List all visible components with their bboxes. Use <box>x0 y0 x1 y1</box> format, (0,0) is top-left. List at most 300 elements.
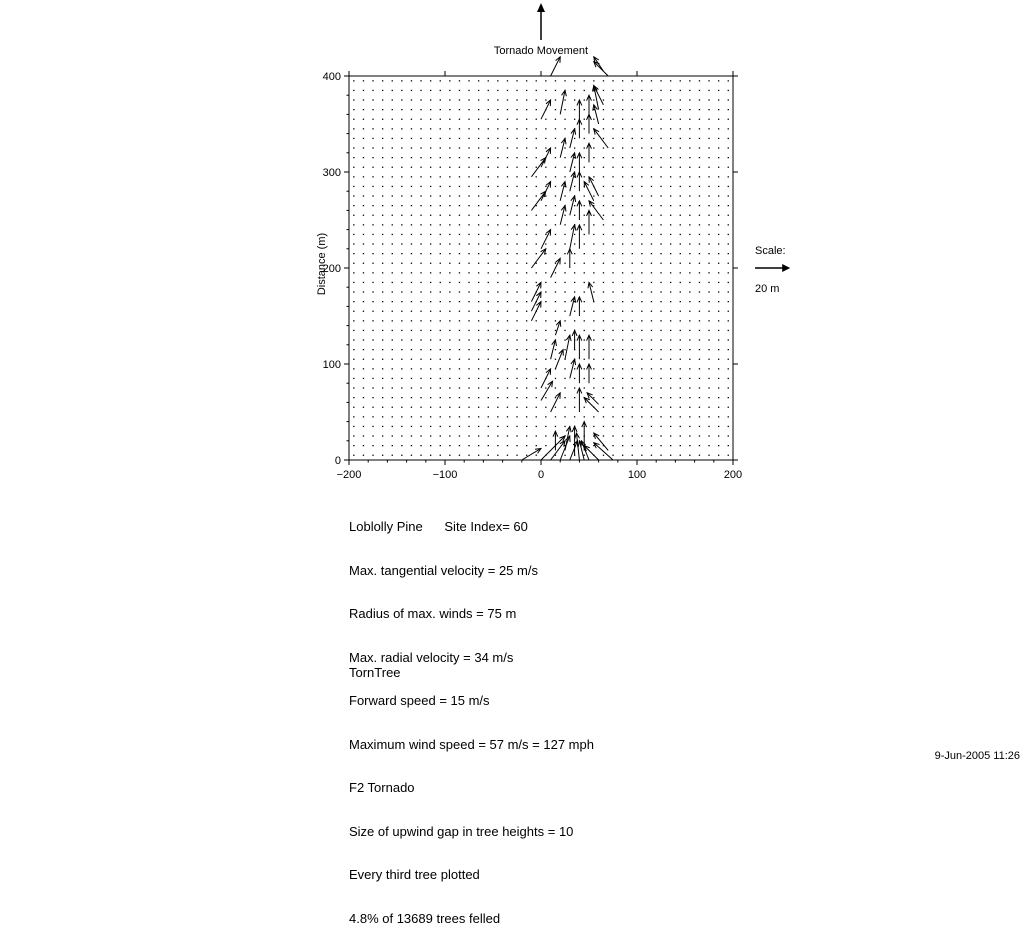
fallen-tree-vector-shaft <box>551 57 561 76</box>
standing-tree <box>392 128 393 129</box>
standing-tree <box>411 186 412 187</box>
standing-tree <box>459 455 460 456</box>
standing-tree <box>468 301 469 302</box>
standing-tree <box>660 215 661 216</box>
standing-tree <box>651 253 652 254</box>
standing-tree <box>411 349 412 350</box>
standing-tree <box>622 301 623 302</box>
standing-tree <box>353 330 354 331</box>
standing-tree <box>478 455 479 456</box>
standing-tree <box>680 387 681 388</box>
standing-tree <box>728 205 729 206</box>
standing-tree <box>440 301 441 302</box>
standing-tree <box>603 416 604 417</box>
standing-tree <box>728 157 729 158</box>
standing-tree <box>382 176 383 177</box>
standing-tree <box>392 320 393 321</box>
standing-tree <box>411 167 412 168</box>
fallen-tree-vector <box>570 441 578 460</box>
standing-tree <box>545 243 546 244</box>
standing-tree <box>392 301 393 302</box>
standing-tree <box>536 167 537 168</box>
standing-tree <box>459 138 460 139</box>
standing-tree <box>372 234 373 235</box>
standing-tree <box>516 359 517 360</box>
standing-tree <box>440 397 441 398</box>
fallen-tree-vector <box>567 249 572 268</box>
standing-tree <box>728 301 729 302</box>
standing-tree <box>516 416 517 417</box>
standing-tree <box>488 339 489 340</box>
standing-tree <box>622 426 623 427</box>
standing-tree <box>708 263 709 264</box>
standing-tree <box>699 205 700 206</box>
standing-tree <box>708 186 709 187</box>
standing-tree <box>708 445 709 446</box>
standing-tree <box>363 407 364 408</box>
standing-tree <box>507 387 508 388</box>
standing-tree <box>574 90 575 91</box>
standing-tree <box>516 128 517 129</box>
standing-tree <box>612 109 613 110</box>
standing-tree <box>612 272 613 273</box>
standing-tree <box>449 291 450 292</box>
standing-tree <box>699 253 700 254</box>
standing-tree <box>430 119 431 120</box>
standing-tree <box>401 368 402 369</box>
standing-tree <box>584 359 585 360</box>
standing-tree <box>622 263 623 264</box>
standing-tree <box>392 445 393 446</box>
standing-tree <box>420 186 421 187</box>
standing-tree <box>488 99 489 100</box>
standing-tree <box>516 311 517 312</box>
standing-tree <box>440 119 441 120</box>
standing-tree <box>497 445 498 446</box>
standing-tree <box>497 224 498 225</box>
standing-tree <box>488 176 489 177</box>
standing-tree <box>593 291 594 292</box>
standing-tree <box>680 109 681 110</box>
standing-tree <box>728 445 729 446</box>
standing-tree <box>497 311 498 312</box>
standing-tree <box>353 445 354 446</box>
standing-tree <box>660 455 661 456</box>
standing-tree <box>478 99 479 100</box>
standing-tree <box>440 99 441 100</box>
standing-tree <box>622 205 623 206</box>
standing-tree <box>459 407 460 408</box>
standing-tree <box>536 320 537 321</box>
standing-tree <box>612 147 613 148</box>
standing-tree <box>564 397 565 398</box>
standing-tree <box>603 368 604 369</box>
standing-tree <box>392 368 393 369</box>
standing-tree <box>680 455 681 456</box>
standing-tree <box>622 311 623 312</box>
standing-tree <box>574 368 575 369</box>
standing-tree <box>516 167 517 168</box>
standing-tree <box>430 426 431 427</box>
standing-tree <box>660 320 661 321</box>
standing-tree <box>507 263 508 264</box>
standing-tree <box>728 263 729 264</box>
standing-tree <box>363 263 364 264</box>
standing-tree <box>516 157 517 158</box>
standing-tree <box>372 272 373 273</box>
standing-tree <box>449 90 450 91</box>
standing-tree <box>478 426 479 427</box>
standing-tree <box>612 311 613 312</box>
standing-tree <box>555 119 556 120</box>
fallen-tree-vector-shaft <box>594 62 608 76</box>
standing-tree <box>507 215 508 216</box>
info-line-felled: 4.8% of 13689 trees felled <box>349 910 501 926</box>
standing-tree <box>555 426 556 427</box>
standing-tree <box>641 138 642 139</box>
standing-tree <box>526 119 527 120</box>
standing-tree <box>593 234 594 235</box>
standing-tree <box>392 243 393 244</box>
standing-tree <box>478 205 479 206</box>
standing-tree <box>680 339 681 340</box>
fallen-tree-vector <box>560 90 566 114</box>
standing-tree <box>651 224 652 225</box>
standing-tree <box>507 272 508 273</box>
standing-tree <box>497 109 498 110</box>
standing-tree <box>392 224 393 225</box>
standing-tree <box>401 349 402 350</box>
standing-tree <box>411 109 412 110</box>
standing-tree <box>651 330 652 331</box>
standing-tree <box>641 291 642 292</box>
standing-tree <box>708 455 709 456</box>
standing-tree <box>478 215 479 216</box>
standing-tree <box>660 435 661 436</box>
standing-tree <box>526 368 527 369</box>
standing-tree <box>353 282 354 283</box>
standing-tree <box>430 378 431 379</box>
standing-tree <box>728 195 729 196</box>
standing-tree <box>516 147 517 148</box>
standing-tree <box>430 455 431 456</box>
standing-tree <box>497 368 498 369</box>
standing-tree <box>353 167 354 168</box>
standing-tree <box>680 435 681 436</box>
standing-tree <box>488 157 489 158</box>
standing-tree <box>372 378 373 379</box>
standing-tree <box>507 339 508 340</box>
standing-tree <box>449 378 450 379</box>
standing-tree <box>468 157 469 158</box>
standing-tree <box>718 147 719 148</box>
standing-tree <box>516 224 517 225</box>
standing-tree <box>632 339 633 340</box>
x-tick-label: 200 <box>723 469 743 481</box>
standing-tree <box>382 445 383 446</box>
fallen-tree-vector-shaft <box>541 369 551 388</box>
standing-tree <box>584 119 585 120</box>
standing-tree <box>564 224 565 225</box>
standing-tree <box>603 407 604 408</box>
standing-tree <box>401 426 402 427</box>
standing-tree <box>718 397 719 398</box>
standing-tree <box>689 157 690 158</box>
standing-tree <box>612 368 613 369</box>
standing-tree <box>488 455 489 456</box>
standing-tree <box>526 195 527 196</box>
standing-tree <box>708 359 709 360</box>
standing-tree <box>660 90 661 91</box>
standing-tree <box>632 263 633 264</box>
fallen-tree-vector <box>570 225 576 249</box>
standing-tree <box>382 205 383 206</box>
fallen-tree-vector <box>587 364 592 383</box>
standing-tree <box>497 215 498 216</box>
standing-tree <box>689 167 690 168</box>
standing-tree <box>632 455 633 456</box>
standing-tree <box>545 397 546 398</box>
standing-tree <box>536 349 537 350</box>
standing-tree <box>728 368 729 369</box>
standing-tree <box>507 426 508 427</box>
standing-tree <box>449 80 450 81</box>
standing-tree <box>497 301 498 302</box>
standing-tree <box>651 455 652 456</box>
standing-tree <box>603 234 604 235</box>
standing-tree <box>497 349 498 350</box>
standing-tree <box>411 320 412 321</box>
standing-tree <box>459 157 460 158</box>
standing-tree <box>651 445 652 446</box>
standing-tree <box>632 301 633 302</box>
standing-tree <box>555 99 556 100</box>
standing-tree <box>670 253 671 254</box>
standing-tree <box>382 368 383 369</box>
standing-tree <box>363 99 364 100</box>
standing-tree <box>555 90 556 91</box>
standing-tree <box>574 291 575 292</box>
standing-tree <box>545 445 546 446</box>
standing-tree <box>440 339 441 340</box>
standing-tree <box>488 195 489 196</box>
standing-tree <box>420 272 421 273</box>
standing-tree <box>622 215 623 216</box>
standing-tree <box>478 378 479 379</box>
standing-tree <box>488 416 489 417</box>
standing-tree <box>574 416 575 417</box>
standing-tree <box>632 80 633 81</box>
standing-tree <box>459 368 460 369</box>
standing-tree <box>632 407 633 408</box>
standing-tree <box>372 205 373 206</box>
standing-tree <box>689 435 690 436</box>
standing-tree <box>353 320 354 321</box>
standing-tree <box>536 215 537 216</box>
standing-tree <box>440 320 441 321</box>
standing-tree <box>603 387 604 388</box>
standing-tree <box>497 147 498 148</box>
standing-tree <box>478 272 479 273</box>
standing-tree <box>555 291 556 292</box>
standing-tree <box>584 253 585 254</box>
standing-tree <box>449 445 450 446</box>
standing-tree <box>440 157 441 158</box>
standing-tree <box>353 349 354 350</box>
standing-tree <box>574 263 575 264</box>
standing-tree <box>459 291 460 292</box>
standing-tree <box>497 330 498 331</box>
standing-tree <box>363 349 364 350</box>
fallen-tree-vector <box>589 201 603 220</box>
standing-tree <box>603 435 604 436</box>
standing-tree <box>680 195 681 196</box>
standing-tree <box>449 387 450 388</box>
standing-tree <box>372 157 373 158</box>
standing-tree <box>382 397 383 398</box>
standing-tree <box>526 282 527 283</box>
standing-tree <box>651 205 652 206</box>
standing-tree <box>449 109 450 110</box>
standing-tree <box>536 186 537 187</box>
standing-tree <box>440 272 441 273</box>
standing-tree <box>440 349 441 350</box>
standing-tree <box>545 234 546 235</box>
standing-tree <box>680 90 681 91</box>
standing-tree <box>612 291 613 292</box>
standing-tree <box>459 128 460 129</box>
standing-tree <box>478 349 479 350</box>
standing-tree <box>372 263 373 264</box>
standing-tree <box>632 349 633 350</box>
standing-tree <box>468 349 469 350</box>
fallen-tree-vector-shaft <box>551 393 561 412</box>
standing-tree <box>430 176 431 177</box>
y-axis-label: Distance (m) <box>316 232 328 296</box>
standing-tree <box>728 387 729 388</box>
standing-tree <box>372 301 373 302</box>
standing-tree <box>718 128 719 129</box>
standing-tree <box>632 186 633 187</box>
standing-tree <box>430 445 431 446</box>
standing-tree <box>651 99 652 100</box>
standing-tree <box>507 435 508 436</box>
fallen-tree-vector-shaft <box>541 230 551 249</box>
standing-tree <box>401 416 402 417</box>
standing-tree <box>497 99 498 100</box>
standing-tree <box>468 224 469 225</box>
standing-tree <box>372 349 373 350</box>
standing-tree <box>718 291 719 292</box>
standing-tree <box>632 387 633 388</box>
standing-tree <box>430 416 431 417</box>
x-tick-label: 100 <box>627 469 647 481</box>
standing-tree <box>497 119 498 120</box>
standing-tree <box>353 368 354 369</box>
standing-tree <box>555 195 556 196</box>
standing-tree <box>708 282 709 283</box>
standing-tree <box>516 80 517 81</box>
standing-tree <box>401 311 402 312</box>
standing-tree <box>593 339 594 340</box>
standing-tree <box>680 147 681 148</box>
standing-tree <box>372 416 373 417</box>
standing-tree <box>526 311 527 312</box>
standing-tree <box>497 80 498 81</box>
standing-tree <box>680 224 681 225</box>
standing-tree <box>718 99 719 100</box>
standing-tree <box>564 330 565 331</box>
standing-tree <box>641 128 642 129</box>
standing-tree <box>411 407 412 408</box>
standing-tree <box>478 138 479 139</box>
standing-tree <box>382 330 383 331</box>
standing-tree <box>507 320 508 321</box>
standing-tree <box>689 359 690 360</box>
standing-tree <box>468 359 469 360</box>
fallen-tree-vector-shaft <box>541 100 551 119</box>
standing-tree <box>401 320 402 321</box>
standing-tree <box>526 176 527 177</box>
standing-tree <box>622 397 623 398</box>
standing-tree <box>718 272 719 273</box>
standing-tree <box>468 339 469 340</box>
standing-tree <box>420 455 421 456</box>
standing-tree <box>468 167 469 168</box>
standing-tree <box>612 205 613 206</box>
standing-tree <box>353 157 354 158</box>
standing-tree <box>641 426 642 427</box>
standing-tree <box>392 397 393 398</box>
standing-tree <box>353 301 354 302</box>
standing-tree <box>584 407 585 408</box>
fallen-tree-vector <box>555 350 563 369</box>
standing-tree <box>728 330 729 331</box>
standing-tree <box>449 330 450 331</box>
standing-tree <box>651 320 652 321</box>
standing-tree <box>430 186 431 187</box>
standing-tree <box>468 455 469 456</box>
standing-tree <box>680 263 681 264</box>
standing-tree <box>507 109 508 110</box>
standing-tree <box>353 128 354 129</box>
standing-tree <box>478 320 479 321</box>
standing-tree <box>641 215 642 216</box>
standing-tree <box>651 311 652 312</box>
standing-tree <box>689 263 690 264</box>
fallen-tree-vector <box>522 448 541 460</box>
standing-tree <box>488 167 489 168</box>
standing-tree <box>363 243 364 244</box>
standing-tree <box>392 282 393 283</box>
standing-tree <box>497 282 498 283</box>
standing-tree <box>584 195 585 196</box>
standing-tree <box>641 349 642 350</box>
standing-tree <box>497 195 498 196</box>
standing-tree <box>449 320 450 321</box>
standing-tree <box>536 455 537 456</box>
standing-tree <box>670 176 671 177</box>
standing-tree <box>680 320 681 321</box>
standing-tree <box>459 243 460 244</box>
standing-tree <box>660 128 661 129</box>
standing-tree <box>382 349 383 350</box>
standing-tree <box>468 119 469 120</box>
standing-tree <box>574 407 575 408</box>
standing-tree <box>478 263 479 264</box>
standing-tree <box>411 387 412 388</box>
standing-tree <box>478 416 479 417</box>
